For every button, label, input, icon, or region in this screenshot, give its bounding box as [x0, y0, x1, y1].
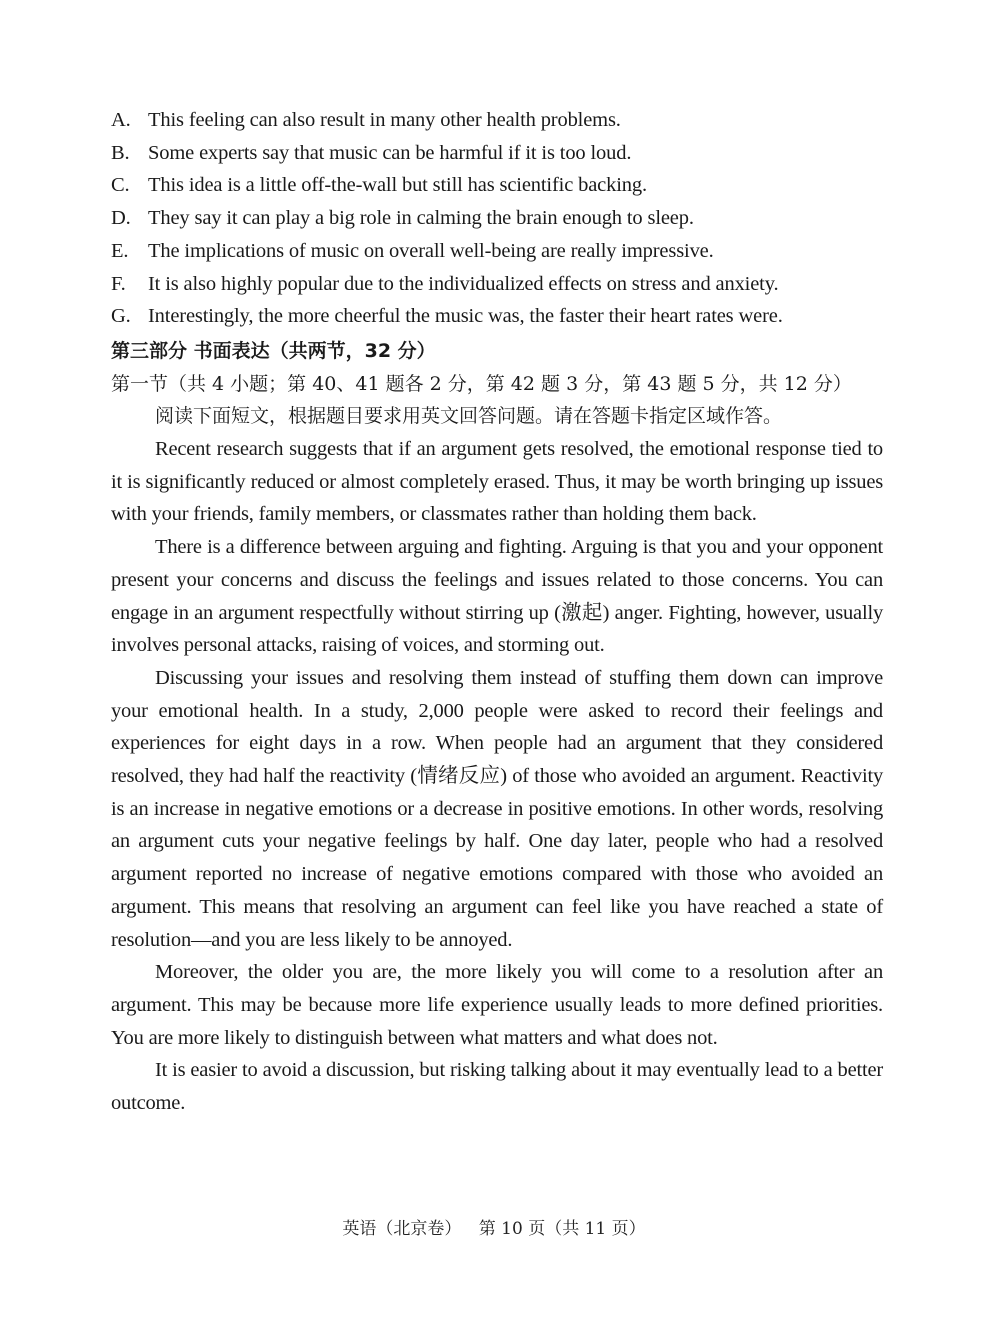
option-b	[111, 137, 883, 170]
passage-paragraph-1: Recent research suggests that if an argument gets resolved, the emotional response tied to it is significantly reduced or almost completely erased. Thus, it may be worth bringing up issues with your friends, family members, or classmates rather than holding them back.	[111, 438, 883, 526]
option-text: The implications of music on overall well-being are really impressive.	[148, 239, 714, 262]
option-label: D.	[111, 207, 131, 230]
option-text: They say it can play a big role in calming the brain enough to sleep.	[148, 207, 694, 230]
section-subheading: 第一节（共 4 小题；第 40、41 题各 2 分，第 42 题 3 分，第 43 题 5 分，共 12 分）	[111, 372, 852, 395]
option-label: F.	[111, 272, 126, 295]
option-text: This feeling can also result in many other health problems.	[148, 109, 621, 131]
exam-page	[111, 104, 883, 1120]
passage-paragraph-4: Moreover, the older you are, the more likely you will come to a resolution after an argument. This may be because more life experience usually leads to more defined priorities. You are more likely to distinguish between what matters and what does not.	[111, 961, 883, 1049]
footer-subject: 英语（北京卷）	[342, 1219, 462, 1239]
passage-paragraph-5: It is easier to avoid a discussion, but risking talking about it may eventually lead to a better outcome.	[111, 1059, 883, 1115]
option-label: A.	[111, 109, 131, 131]
option-label: G.	[111, 305, 131, 328]
section-heading: 第三部分 书面表达（共两节，32 分）	[111, 339, 436, 362]
option-label: C.	[111, 174, 130, 197]
option-d	[111, 202, 883, 235]
section-instruction: 阅读下面短文，根据题目要求用英文回答问题。请在答题卡指定区域作答。	[155, 405, 783, 428]
page-footer	[0, 1214, 988, 1239]
option-text: It is also highly popular due to the individualized effects on stress and anxiety.	[148, 272, 779, 295]
option-text: Interestingly, the more cheerful the music was, the faster their heart rates were.	[148, 305, 783, 328]
option-text: Some experts say that music can be harmful if it is too loud.	[148, 141, 632, 164]
answer-options	[111, 104, 883, 333]
option-c	[111, 169, 883, 202]
option-a	[111, 104, 883, 137]
option-label: E.	[111, 239, 129, 262]
reading-passage	[111, 433, 883, 1120]
option-f	[111, 268, 883, 301]
option-label: B.	[111, 141, 130, 164]
option-text: This idea is a little off-the-wall but still has scientific backing.	[148, 174, 647, 197]
option-g	[111, 300, 883, 333]
passage-paragraph-3: Discussing your issues and resolving them instead of stuffing them down can improve your emotional health. In a study, 2,000 people were asked to record their feelings and experiences for eight days in a row. When people had an argument that they considered resolved, they had half the reactivity (情绪反应) of those who avoided an argument. Reactivity is an increase in negative emotions or a decrease in positive emotions. In other words, resolving an argument cuts your negative feelings by half. One day later, people who had a resolved argument reported no increase of negative emotions compared with those who avoided an argument. This means that resolving an argument can feel like you have reached a state of resolution—and you are less likely to be annoyed.	[111, 666, 883, 951]
passage-paragraph-2: There is a difference between arguing and fighting. Arguing is that you and your opponent present your concerns and discuss the feelings and issues related to those concerns. You can engage in an argument respectfully without stirring up (激起) anger. Fighting, however, usually involves personal attacks, raising of voices, and storming out.	[111, 536, 883, 657]
footer-page-number: 第 10 页（共 11 页）	[478, 1219, 646, 1239]
option-e	[111, 235, 883, 268]
